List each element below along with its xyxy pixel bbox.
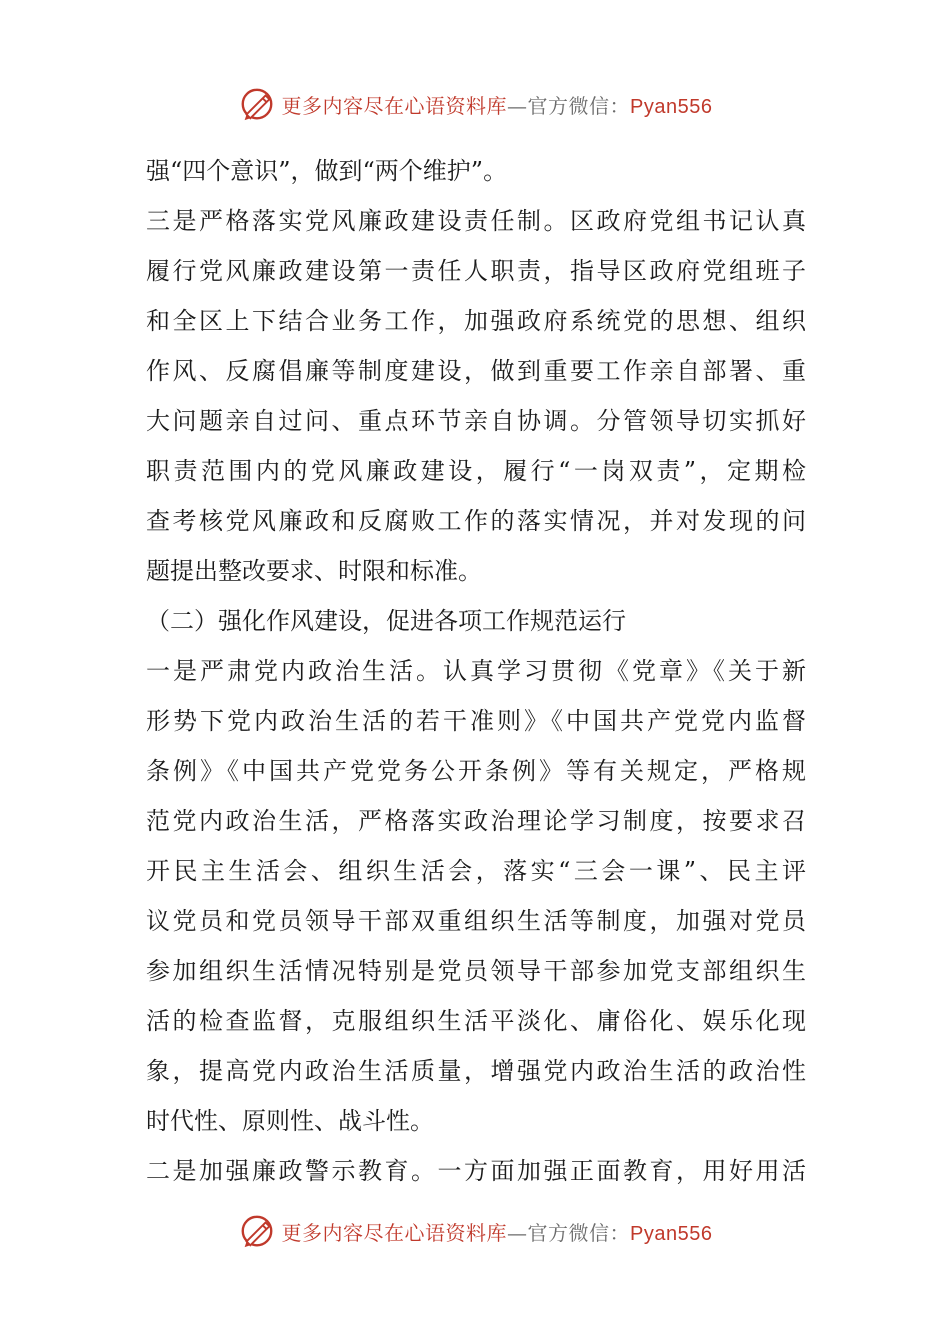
text-line: 三是严格落实党风廉政建设责任制。区政府党组书记认真 [146, 207, 806, 235]
text-line: 和全区上下结合业务工作，加强政府系统党的思想、组织 [146, 307, 806, 335]
text-line: 形势下党内政治生活的若干准则》《中国共产党党内监督 [146, 707, 806, 735]
header-banner [0, 82, 950, 126]
banner-dash: — [507, 93, 528, 118]
document-body [146, 146, 806, 1196]
text-line: 查考核党风廉政和反腐败工作的落实情况，并对发现的问 [146, 507, 806, 535]
text-line: 时代性、原则性、战斗性。 [146, 1107, 434, 1135]
text-line: 二是加强廉政警示教育。一方面加强正面教育，用好用活 [146, 1157, 806, 1185]
banner-dash: — [507, 1220, 528, 1245]
banner-official: 官方微信： [527, 93, 631, 118]
banner-wechat-id: Pyan556 [630, 95, 713, 118]
text-line: 范党内政治生活，严格落实政治理论学习制度，按要求召 [146, 807, 806, 835]
text-line: 参加组织生活情况特别是党员领导干部参加党支部组织生 [146, 957, 806, 985]
banner-official: 官方微信： [527, 1220, 631, 1245]
banner-brand: 更多内容尽在心语资料库 [281, 1220, 508, 1245]
footer-banner [0, 1209, 950, 1253]
text-line: 开民主生活会、组织生活会，落实“三会一课”、民主评 [146, 857, 806, 885]
text-line: 题提出整改要求、时限和标准。 [146, 557, 482, 585]
text-line: 条例》《中国共产党党务公开条例》等有关规定，严格规 [146, 757, 806, 785]
text-line: 活的检查监督，克服组织生活平淡化、庸俗化、娱乐化现 [146, 1007, 806, 1035]
text-line: 作风、反腐倡廉等制度建设，做到重要工作亲自部署、重 [146, 357, 806, 385]
text-line: 大问题亲自过问、重点环节亲自协调。分管领导切实抓好 [146, 407, 806, 435]
text-line: 一是严肃党内政治生活。认真学习贯彻《党章》《关于新 [146, 657, 806, 685]
text-line: 强“四个意识”，做到“两个维护”。 [146, 157, 508, 185]
text-line: 议党员和党员领导干部双重组织生活等制度，加强对党员 [146, 907, 806, 935]
section-heading: （二）强化作风建设，促进各项工作规范运行 [146, 607, 626, 635]
text-line: 履行党风廉政建设第一责任人职责，指导区政府党组班子 [146, 257, 806, 285]
banner-wechat-id: Pyan556 [630, 1222, 713, 1245]
pen-logo-icon [238, 85, 276, 123]
text-line: 职责范围内的党风廉政建设，履行“一岗双责”，定期检 [146, 457, 806, 485]
pen-logo-icon [238, 1212, 276, 1250]
banner-brand: 更多内容尽在心语资料库 [281, 93, 508, 118]
text-line: 象，提高党内政治生活质量，增强党内政治生活的政治性 [146, 1057, 806, 1085]
